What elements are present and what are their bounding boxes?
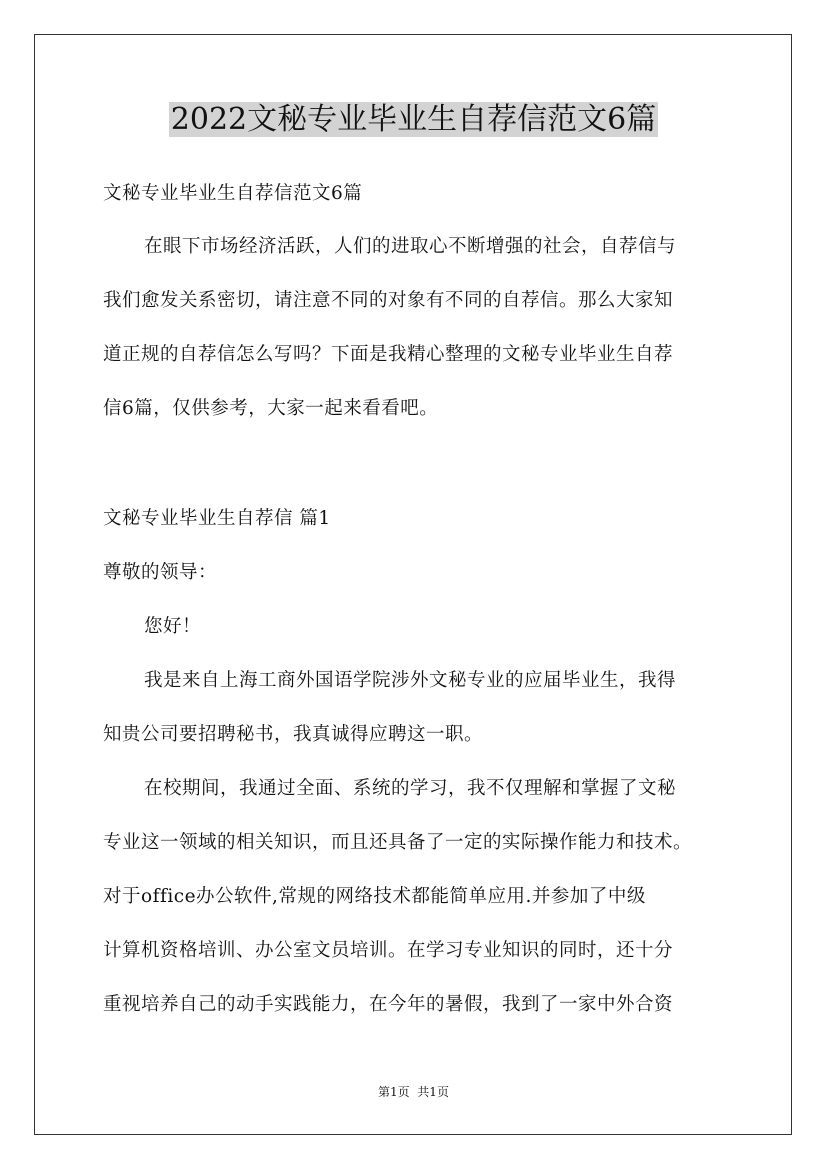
paragraph-line: 重视培养自己的动手实践能力，在今年的暑假，我到了一家中外合资 xyxy=(103,994,674,1015)
document-title xyxy=(0,98,827,142)
paragraph-line: 在校期间，我通过全面、系统的学习，我不仅理解和掌握了文秘 xyxy=(144,778,677,799)
paragraph-line: 我们愈发关系密切，请注意不同的对象有不同的自荐信。那么大家知 xyxy=(103,290,674,311)
paragraph-line: 知贵公司要招聘秘书，我真诚得应聘这一职。 xyxy=(103,724,484,745)
paragraph-line: 对于office办公软件,常规的网络技术都能简单应用.并参加了中级 xyxy=(103,886,646,907)
document-title-text: 2022文秘专业毕业生自荐信范文6篇 xyxy=(170,102,657,137)
paragraph-line: 计算机资格培训、办公室文员培训。在学习专业知识的同时，还十分 xyxy=(103,940,674,961)
salutation: 尊敬的领导： xyxy=(103,562,218,583)
paragraph-line: 在眼下市场经济活跃，人们的进取心不断增强的社会，自荐信与 xyxy=(144,236,677,257)
subtitle-line: 文秘专业毕业生自荐信范文6篇 xyxy=(103,183,363,204)
paragraph-line: 专业这一领域的相关知识，而且还具备了一定的实际操作能力和技术。 xyxy=(103,832,693,853)
section-heading: 文秘专业毕业生自荐信 篇1 xyxy=(103,508,331,529)
paragraph-line: 信6篇，仅供参考，大家一起来看看吧。 xyxy=(103,398,439,419)
paragraph-line: 我是来自上海工商外国语学院涉外文秘专业的应届毕业生，我得 xyxy=(144,670,677,691)
paragraph-line: 道正规的自荐信怎么写吗？下面是我精心整理的文秘专业毕业生自荐 xyxy=(103,344,674,365)
greeting: 您好！ xyxy=(144,616,202,637)
page-footer: 第1页 共1页 xyxy=(378,1085,449,1099)
